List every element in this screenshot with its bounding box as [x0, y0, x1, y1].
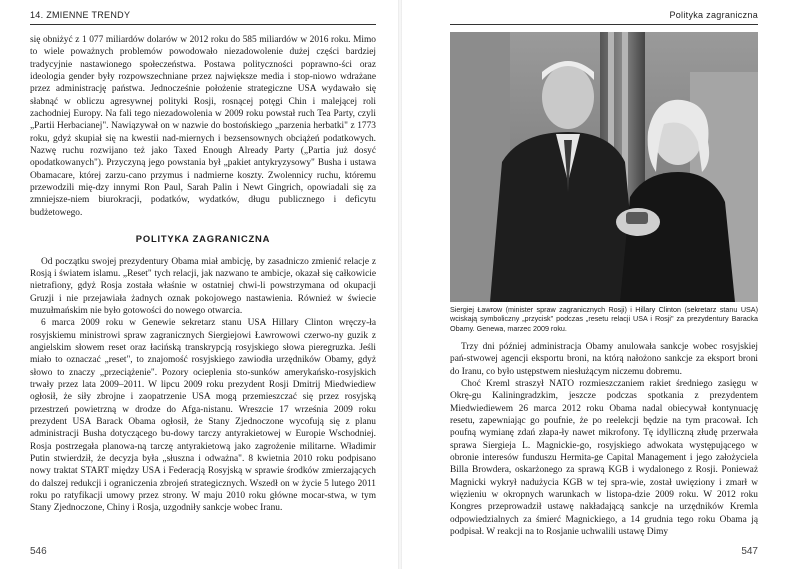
left-page-number: 546: [30, 546, 47, 557]
left-text-block: [30, 34, 376, 515]
photo-lavrov-clinton: [450, 32, 758, 302]
right-page-number: 547: [741, 546, 758, 557]
right-text-block: [450, 341, 758, 539]
section-heading: POLITYKA ZAGRANICZNA: [135, 233, 271, 245]
right-header-rule: [450, 24, 758, 25]
photo-caption: Siergiej Ławrow (minister spraw zagranicznych Rosji) i Hillary Clinton (sekretarz stanu USA) wciskają symboliczny „przycisk" podczas „resetu relacji USA i Rosji" za prezydentury Baracka Obamy. Genewa, marzec 2009 roku.: [450, 305, 758, 333]
right-running-head: Polityka zagraniczna: [669, 10, 758, 20]
left-paragraph-1: się obniżyć z 1 077 miliardów dolarów w 2012 roku do 585 miliardów w 2016 roku. Mimo to wiele poważnych problemów powodowało niezadowolenie dużej części bardziej tradycyjnie nastawionego społeczeństwa. Postawa polityczności poprawno-ści oraz ideologia gender były rozpowszechniane przez największe media i stop-niowo wdrażane przez administrację państwa. Jednocześnie położenie strategiczne USA wydawało się słabnąć w obliczu agresywnej polityki Rosji, rosnącej potęgi Chin i malejącej roli zachodniej Europy. Na fali tego niezadowolenia w 2009 roku powstał ruch Tea Party, czyli „Partii Herbacianej". Nawiązywał on w nazwie do bostońskiego „parzenia herbatki" z 1773 roku, gdyż skupiał się na kwestii nad-miernych i bezsensownych obciążeń podatkowych. Nazwę ruchu rozwijano też jako Taxed Enough Already Party („Partia już dosyć opodatkowanych"). Przyczyną jego powstania był „pakiet antykryzysowy" Busha i ustawa Obamacare, której zarzu-cano przymus i nadmierne koszty. Zwolennicy ruchu, któremu przewodzili mię-dzy innymi Ron Paul, Sarah Palin i Newt Gingrich, opowiadali się za zmniejsze-niem biurokracji, podatków, wydatków, długu publicznego i deficytu budżetowego.: [30, 35, 376, 218]
photo-image: [450, 32, 758, 302]
left-running-head: 14. ZMIENNE TRENDY: [30, 10, 131, 20]
left-header-rule: [30, 24, 376, 25]
right-paragraph-2: Choć Kreml straszył NATO rozmieszczaniem rakiet średniego zasięgu w Okrę-gu Kaliningradzkim, jeszcze podczas spotkania z prezydentem Miedwiediewem 26 marca 2012 roku Obama nadal obiecywał kontynuację resetu, zapewniając go poufnie, że po reelekcji będzie na tym pracował. Ich poufną wymianę zdań złapa-ły nawet mikrofony. Tę idylliczną złudę przerwała sprawa Siergieja L. Magnickie-go, rosyjskiego adwokata występującego w obronie interesów funduszu Hermita-ge Capital Management i jego założyciela Billa Browdera, oskarżonego za sprawą KGB i wydalonego z Rosji. Ponieważ Magnicki wykrył nadużycia KGB w tej spra-wie, został uwięziony i zmarł w więzieniu w okropnych warunkach w listopa-dzie 2009 roku. W 2012 roku Kongres przeprowadził ustawę nakładającą sankcje na urzędników Kremla odpowiedzialnych za śmierć Magnickiego, a 14 grudnia tego roku Obama ją podpisał. W reakcji na to Rosjanie uchwalili ustawę Dimy: [450, 379, 758, 538]
right-paragraph-1: Trzy dni później administracja Obamy anulowała sankcje wobec rosyjskiej pań-stwowej agencji eksportu broni, na którą nałożono sankcje za eksport broni do Iranu, co było ustępstwem niesłużącym niczemu dobremu.: [450, 342, 758, 377]
left-paragraph-2: Od początku swojej prezydentury Obama miał ambicję, by zasadniczo zmienić relacje z Rosją i światem islamu. „Reset" tych relacji, jak nazwano te ambicje, okazał się całkowicie nietrafiony, gdyż Rosja została właśnie w ostatniej chwi-li powstrzymana od okupacji Gruzji i nie przejawiała żadnych oznak pokojowego nastawienia. Również w świecie muzułmańskim nie było gotowości do nowego otwarcia.: [30, 256, 376, 316]
left-paragraph-3: 6 marca 2009 roku w Genewie sekretarz stanu USA Hillary Clinton wręczy-ła rosyjskiemu ministrowi spraw zagranicznych Siergiejowi Ławrowowi czerwo-ny guzik z angielskim słowem reset oraz łacińską transkrypcją rosyjskiego słowa pieregruzka. Jeśli miało to oznaczać „reset", to znajomość rosyjskiego zawiodła urzędników Obamy, gdyż słowo to znaczy „przeciążenie". Pozory ocieplenia sto-sunków amerykańsko-rosyjskich trwały przez lata 2009–2011. W lipcu 2009 roku prezydent Rosji Dmitrij Miedwiediew ogłosił, że siły zbrojne i zaopatrzenie USA mogą przemieszczać się przez rosyjską przestrzeń powietrzną w drodze do Afga-nistanu. Wreszcie 17 września 2009 roku prezydent USA Barack Obama ogłosił, że Stany Zjednoczone wycofują się z planu administracji Busha dotyczącego bu-dowy tarczy antyrakietowej w Europie Wschodniej. Rosja postrzegała planowa-ną tarczę antyrakietową jako zagrożenie militarne. Władimir Putin stwierdził, że decyzja była „słuszna i odważna". 8 kwietnia 2010 roku podpisano nowy traktat START między USA i Federacją Rosyjską w sprawie środków zmierzających do dalszej redukcji i ograniczenia zbrojeń strategicznych. Wszedł on w życie 5 lutego 2011 roku po ratyfikacji umowy przez strony. W maju 2010 roku główne mocar-stwa, w tym Stany Zjednoczone, Chiny i Rosja, uzgodniły sankcje wobec Iranu.: [30, 318, 376, 514]
